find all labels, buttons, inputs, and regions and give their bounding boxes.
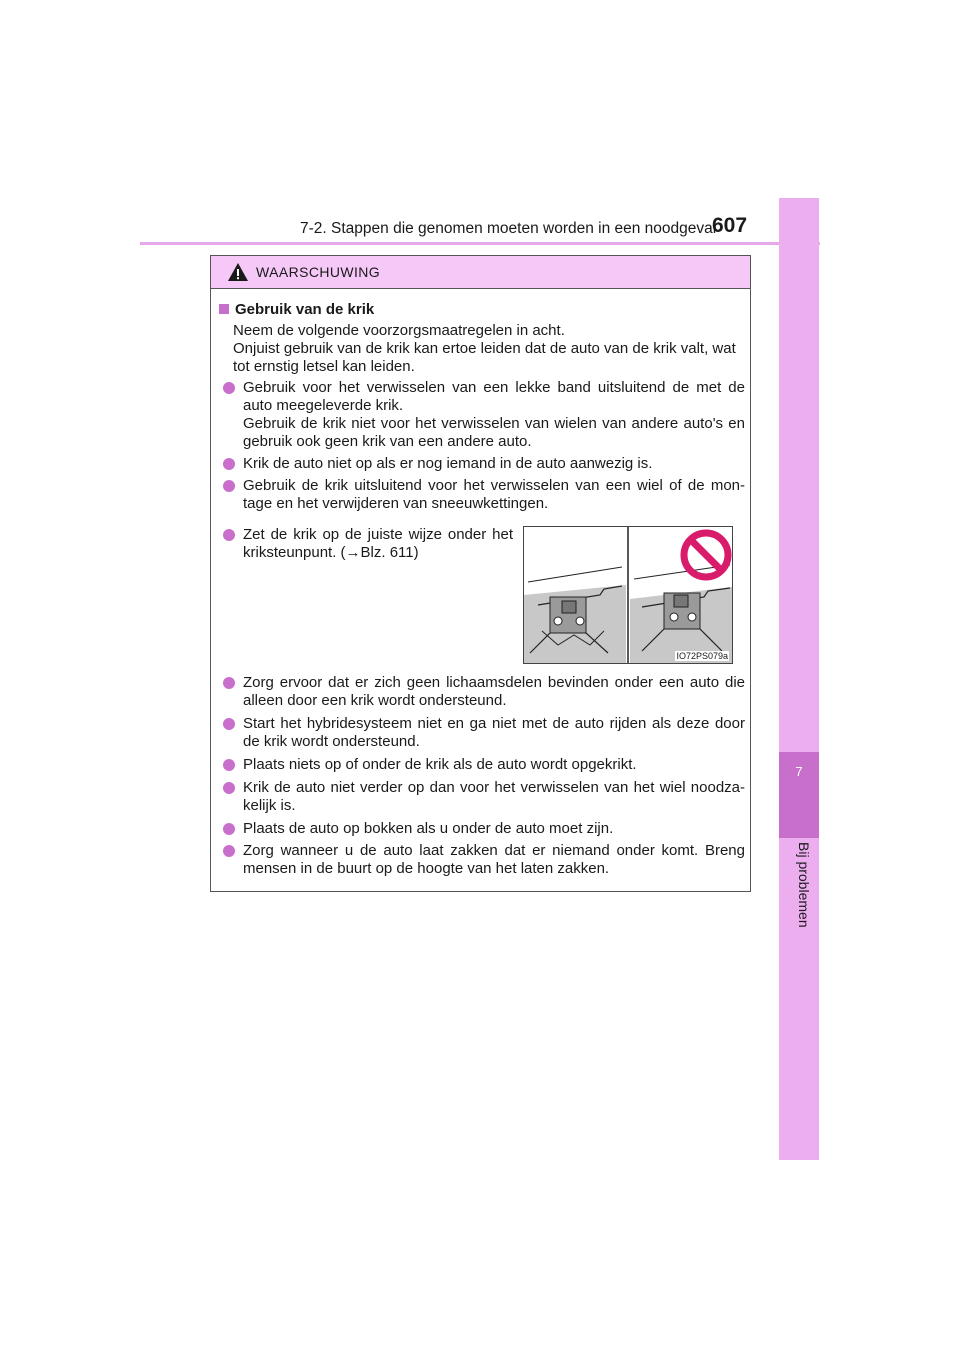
bullet-dot-icon (223, 782, 235, 794)
list-item (223, 526, 513, 562)
warning-header (211, 256, 750, 289)
intro-line-2: Onjuist gebruik van de krik kan ertoe leiden dat de auto van de krik valt, wat tot ernstig letsel kan leiden. (233, 340, 736, 375)
list-item-extra-text: Gebruik de krik niet voor het verwisselen van wielen van andere auto's en gebruik ook geen krik van een andere auto. (243, 415, 745, 450)
bullet-dot-icon (223, 718, 235, 730)
illustration-code: IO72PS079a (676, 651, 728, 661)
intro-line-1: Neem de volgende voorzorgsmaatregelen in acht. (233, 322, 565, 339)
jack-illustration-drawing (524, 527, 732, 663)
header-title: 7-2. Stappen die genomen moeten worden in een noodgeval (300, 220, 717, 237)
chapter-label: Bij problemen (796, 842, 812, 928)
list-item (223, 674, 745, 710)
bullet-dot-icon (223, 823, 235, 835)
list-item (223, 477, 745, 513)
list-item (223, 455, 745, 473)
list-item-text: Zorg wanneer u de auto laat zakken dat er niemand onder komt. Breng mensen in de buurt op de hoogte van het laten zakken. (243, 842, 745, 877)
page-number: 607 (712, 214, 748, 237)
chapter-number: 7 (795, 764, 803, 779)
list-item-text: Krik de auto niet op als er nog iemand in de auto aanwezig is. (243, 455, 653, 472)
bullet-dot-icon (223, 480, 235, 492)
warning-box (210, 255, 751, 892)
list-item (223, 756, 745, 774)
list-item (223, 820, 745, 838)
chapter-side-tab (779, 198, 819, 1160)
list-item-text: Zorg ervoor dat er zich geen lichaamsdelen bevinden onder een auto die alleen door een krik wordt ondersteund. (243, 674, 745, 709)
warning-title: WAARSCHUWING (256, 264, 381, 280)
bullet-dot-icon (223, 458, 235, 470)
section-heading-text: Gebruik van de krik (235, 301, 375, 318)
jack-position-illustration (523, 526, 733, 664)
list-item (223, 842, 745, 878)
warning-triangle-icon (227, 262, 249, 282)
list-item (223, 379, 745, 451)
section-heading (219, 301, 374, 318)
header-divider (140, 242, 820, 245)
list-item-text: Gebruik de krik uitsluitend voor het verwisselen van een wiel of de mon-tage en het verwijderen van sneeuwkettingen. (243, 477, 745, 512)
bullet-dot-icon (223, 382, 235, 394)
square-bullet-icon (219, 304, 229, 314)
bullet-dot-icon (223, 529, 235, 541)
list-item (223, 779, 745, 815)
list-item-text: Gebruik voor het verwisselen van een lekke band uitsluitend de met de auto meegeleverde krik. (243, 379, 745, 414)
list-item (223, 715, 745, 751)
list-item-text: Krik de auto niet verder op dan voor het verwisselen van het wiel noodza-kelijk is. (243, 779, 745, 814)
bullet-dot-icon (223, 845, 235, 857)
list-item-text: Start het hybridesysteem niet en ga niet met de auto rijden als deze door de krik wordt ondersteund. (243, 715, 745, 750)
bullet-dot-icon (223, 677, 235, 689)
bullet-dot-icon (223, 759, 235, 771)
list-item-text: Plaats niets op of onder de krik als de auto wordt opgekrikt. (243, 756, 637, 773)
list-item-text: Zet de krik op de juiste wijze onder het kriksteunpunt. (→Blz. 611) (243, 526, 513, 561)
list-item-text: Plaats de auto op bokken als u onder de auto moet zijn. (243, 820, 614, 837)
